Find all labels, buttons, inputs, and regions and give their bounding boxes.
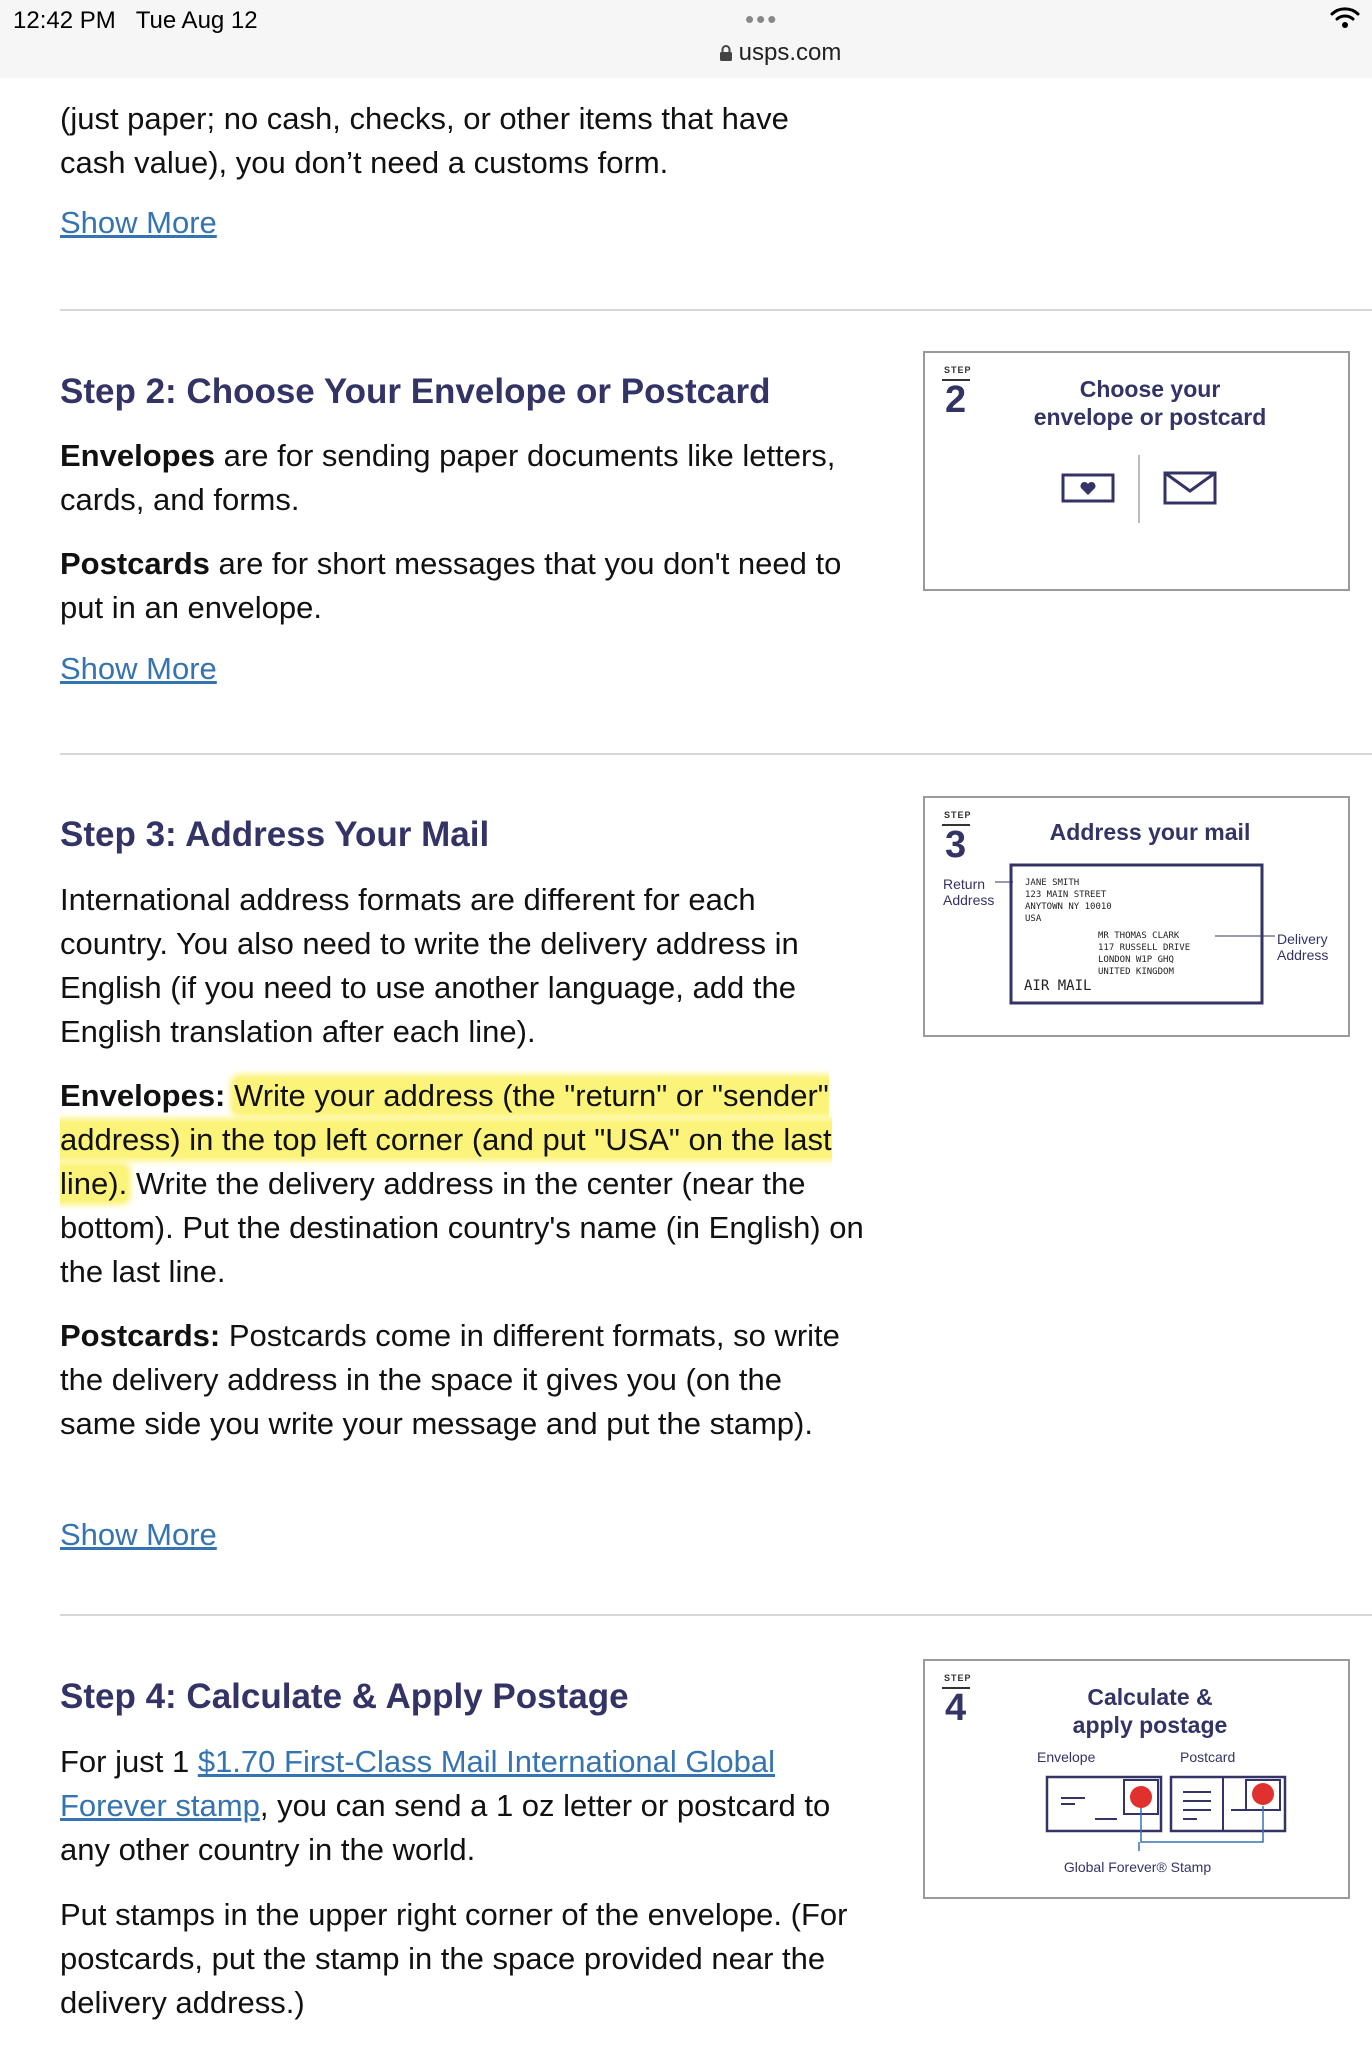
divider [60, 1614, 1372, 1616]
step2-show-more-link[interactable]: Show More [60, 651, 217, 686]
address-bar[interactable] [0, 39, 1372, 69]
step-number: 3 [945, 824, 967, 866]
step3-envelopes-text: Envelopes: Write your address (the "return" or "sender" address) in the top left corner (and put "USA" on the last line). Write the delivery address in the center (near the bottom). Put the destination country's name (in English) on the last line. [60, 1078, 864, 1289]
step4-heading: Step 4: Calculate & Apply Postage [60, 1677, 629, 1716]
step2-illustration-card [923, 351, 1350, 591]
air-mail-label: AIR MAIL [1024, 978, 1092, 994]
step3-illustration-card [923, 796, 1350, 1037]
intro-show-more-link[interactable]: Show More [60, 205, 217, 240]
step2-postcards-text: Postcards are for short messages that you don't need to put in an envelope. [60, 546, 842, 625]
step4-stamp-text: For just 1 $1.70 First-Class Mail International Global Forever stamp, you can send a 1 oz letter or postcard to any other country in the world. [60, 1744, 831, 1867]
status-bar [0, 0, 1372, 78]
recipient-address: MR THOMAS CLARK 117 RUSSELL DRIVE LONDON W1P GHQ UNITED KINGDOM [1098, 931, 1191, 977]
wifi-icon [1330, 6, 1360, 35]
url-text: usps.com [738, 39, 842, 66]
step2-card-title: Choose your envelope or postcard [1033, 376, 1267, 430]
step2-envelopes-text: Envelopes are for sending paper documents like letters, cards, and forms. [60, 438, 836, 517]
step4-placement-text: Put stamps in the upper right corner of the envelope. (For postcards, put the stamp in the space provided near the delivery address.) [60, 1897, 848, 2020]
return-address-label: Return Address [943, 876, 995, 908]
step4-card-title: Calculate & apply postage [1072, 1684, 1228, 1738]
divider [60, 753, 1372, 755]
step2-heading: Step 2: Choose Your Envelope or Postcard [60, 372, 771, 411]
step4-illustration-card [923, 1659, 1350, 1899]
step-label: STEP [944, 1673, 972, 1683]
step3-heading: Step 3: Address Your Mail [60, 815, 490, 854]
postcard-and-envelope-icon [1055, 453, 1225, 525]
step3-postcards-text: Postcards: Postcards come in different formats, so write the delivery address in the space it gives you (on the same side you write your message and put the stamp). [60, 1318, 840, 1441]
global-forever-stamp-label: Global Forever® Stamp [1063, 1859, 1212, 1875]
global-forever-stamp-link[interactable]: $1.70 First-Class Mail International Global Forever stamp [60, 1744, 776, 1823]
postcard-label: Postcard [1180, 1749, 1236, 1765]
divider [60, 309, 1372, 311]
highlighted-text: Write your address (the "return" or "sender" address) in the top left corner (and put "USA" on the last line). [60, 1078, 832, 1201]
tab-overview-dots[interactable]: ••• [745, 4, 779, 34]
step-number: 2 [945, 379, 967, 421]
envelope-label: Envelope [1037, 1749, 1096, 1765]
intro-text: (just paper; no cash, checks, or other items that have cash value), you don’t need a customs form. [60, 101, 789, 180]
step3-card-title: Address your mail [1049, 819, 1251, 845]
step-label: STEP [944, 365, 972, 375]
status-time: 12:42 PM Tue Aug 12 [13, 7, 258, 34]
delivery-address-label: Delivery Address [1277, 931, 1329, 963]
lock-icon [719, 41, 733, 69]
sender-address: JANE SMITH 123 MAIN STREET ANYTOWN NY 10010 USA [1025, 878, 1112, 924]
step-number: 4 [945, 1687, 967, 1729]
step3-show-more-link[interactable]: Show More [60, 1517, 217, 1552]
step-label: STEP [944, 810, 972, 820]
envelope-address-diagram [925, 798, 1350, 1039]
step3-intro-text: International address formats are different for each country. You also need to write the delivery address in English (if you need to use another language, add the English translation after each line). [60, 882, 799, 1049]
